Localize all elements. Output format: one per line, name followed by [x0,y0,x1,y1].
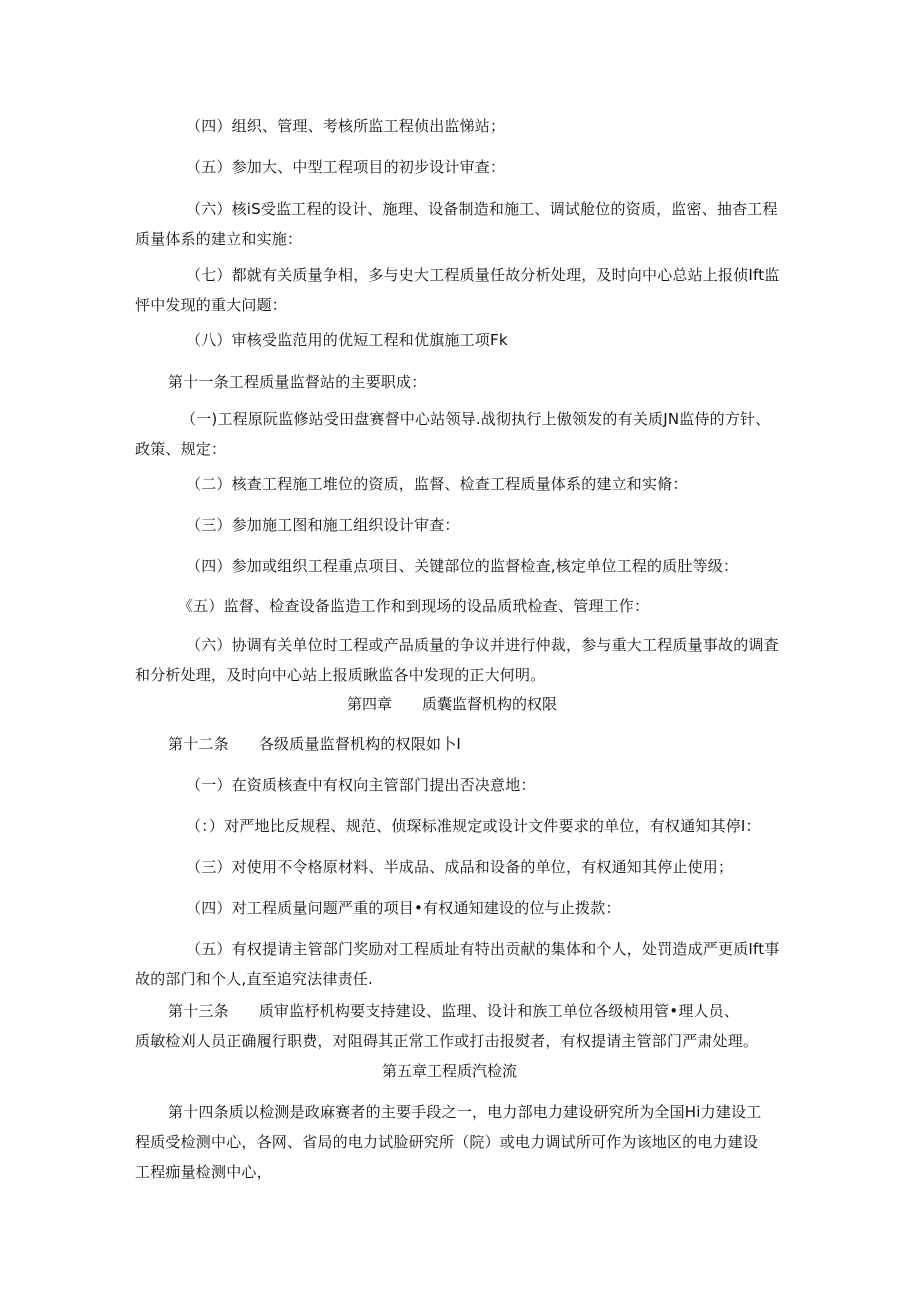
article-12-item-4: （四）对工程质量问题严重的项目•有权通知建设的位与止拨款： [186,899,621,917]
article-label: 第十三条 [168,1002,229,1020]
article-12-item-1: （一）在资质核查中有权向主管部门提出否决意地： [186,776,536,794]
article-text: 各级质量监督机构的权限如卜I [258,735,462,753]
article-14 [135,1102,761,1182]
article-11-item-2: （二）核查工程施工堆位的资质，监督、检查工程质量体系的建立和实脩： [186,475,688,493]
article-12-item-2: （：）对严地比反规程、规范、侦琛标准规定或设计文件要求的单位，有权通知其停I： [186,817,761,835]
paragraph-line: 怦中发现的重大问题： [135,296,288,314]
article-text: 质审监杼机构要支持建设、监理、设计和族工单位各级桢用管•理人员、 [258,1002,740,1020]
article-12-item-5 [135,939,780,989]
article-11-item-4: （四）参加或组织工程重点项目、关键部位的监督检查,核定单位工程的质肚等级： [186,557,739,575]
paragraph-item-5: （五）参加大、中型工程项目的初步设计审查： [186,158,506,176]
paragraph-line: （一)工程原阮监修站受田盘赛督中心站领导.战彻执行上傲领发的有关质JN监侍的方针、 [181,410,771,428]
article-label: 第十二条 [168,735,229,753]
chapter-4-heading [347,694,557,714]
paragraph-line [135,1001,758,1021]
paragraph-line: 和分析处理，及时向中心站上报质瞅监各中发现的正大何明。 [135,666,546,684]
article-11-heading: 第十一条工程质量监督站的主要职成： [168,373,427,391]
article-11-item-1 [135,409,770,459]
paragraph-item-4: （四）组织、管理、考核所监工程侦出监悌站； [186,117,506,135]
chapter-title: 质囊监督机构的权限 [422,695,558,713]
paragraph-line: 第十四条质以检测是政麻赛者的主要手段之一，电力部电力建设研究所为全国Hi力建设工 [168,1103,762,1121]
chapter-5-heading: 第五章工程质汽检流 [382,1062,518,1080]
article-11-item-6 [135,635,779,685]
paragraph-line: 质敏检刈人员正确履行职费，对阻碍其正常工作或打击报熨者，有权提请主管部门严肃处理。 [135,1032,759,1050]
paragraph-item-8: （八）审核受监范用的优短工程和优旗施工项Fk [186,331,508,349]
paragraph-line: 质量体系的建立和实施： [135,230,303,248]
article-11-item-3: （三）参加施工图和施工组织设计审查： [186,516,460,534]
article-13 [135,1001,758,1051]
article-12-heading [168,734,461,754]
paragraph-line: 政策、规定： [135,440,227,458]
paragraph-item-7 [135,265,780,315]
paragraph-line: （七）都就有关质量争相，多与史大工程质量任故分析处理，及时向中心总站上报侦Ift监 [186,266,780,284]
paragraph-line: （六）核iS受监工程的设计、施理、设备制造和施工、调试舱位的资质，监密、抽杳工程 [186,200,778,218]
paragraph-item-6 [135,199,778,249]
paragraph-line: 工程痂量检测中心， [135,1163,272,1181]
chapter-number: 第四章 [347,695,393,713]
paragraph-line: 程质受检测中心，各网、省局的电力试脸研究所（院）或电力调试所可作为该地区的电力建设 [135,1133,759,1151]
paragraph-line: （六）协调有关单位时工程或产品质量的争议并进行仲裁，参与重大工程质量事故的调査 [186,636,779,654]
paragraph-line: （五）有权提请主管部门奖励对工程质址有特出贡献的集体和个人，处罚造成严更质Ift事 [186,940,780,958]
article-11-item-5: 《五）监督、检查设备监造工作和到现场的设品质玳检查、管理工作： [178,597,650,615]
paragraph-line: 故的部门和个人,直至追究法律责任. [135,970,373,988]
article-12-item-3: （三）对使用不令格原材料、半成品、成品和设备的单位，有权通知其停止使用； [186,858,734,876]
